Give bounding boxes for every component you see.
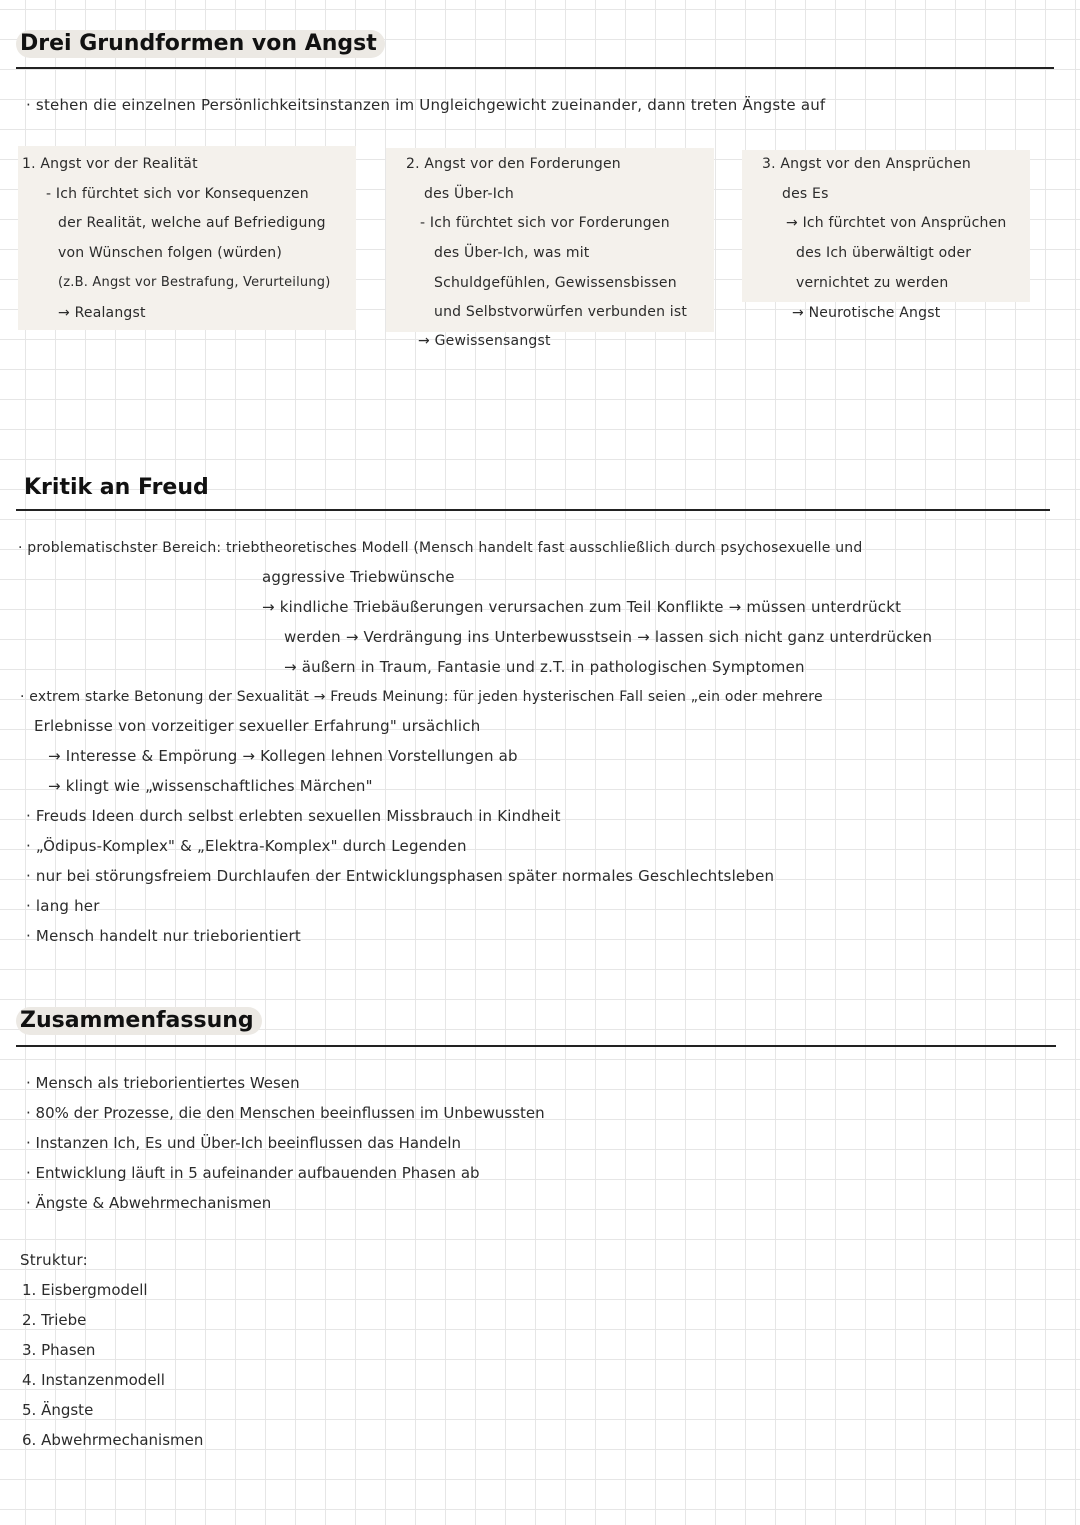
section-divider [16, 509, 1050, 511]
section-title-angst: Drei Grundformen von Angst [16, 30, 385, 58]
card3-line: 3. Angst vor den Ansprüchen [762, 156, 971, 172]
kritik-line: → Interesse & Empörung → Kollegen lehnen Vorstellungen ab [48, 747, 518, 765]
card3-line: → Ich fürchtet von Ansprüchen [786, 215, 1007, 231]
card1-line: von Wünschen folgen (würden) [58, 245, 283, 261]
section-title-zusammenfassung: Zusammenfassung [16, 1007, 262, 1035]
structure-item: 4. Instanzenmodell [22, 1371, 165, 1389]
summary-item: · Mensch als trieborientiertes Wesen [26, 1074, 300, 1092]
kritik-line: → äußern in Traum, Fantasie und z.T. in pathologischen Symptomen [284, 658, 805, 676]
card1-line: 1. Angst vor der Realität [22, 156, 198, 172]
card2-line: → Gewissensangst [418, 333, 551, 349]
section-divider [16, 67, 1054, 69]
card3-line: des Ich überwältigt oder [796, 245, 972, 261]
structure-item: 5. Ängste [22, 1401, 94, 1419]
summary-item: · 80% der Prozesse, die den Menschen beeinflussen im Unbewussten [26, 1104, 545, 1122]
intro-text: · stehen die einzelnen Persönlichkeitsinstanzen im Ungleichgewicht zueinander, dann treten Ängste auf [26, 96, 826, 114]
card3-line: des Es [782, 186, 829, 202]
summary-item: · Ängste & Abwehrmechanismen [26, 1194, 272, 1212]
kritik-line: werden → Verdrängung ins Unterbewusstsein → lassen sich nicht ganz unterdrücken [284, 628, 933, 646]
card1-line: der Realität, welche auf Befriedigung [58, 215, 326, 231]
kritik-line: · Mensch handelt nur trieborientiert [26, 927, 302, 945]
structure-item: 1. Eisbergmodell [22, 1281, 148, 1299]
card3-line: → Neurotische Angst [792, 305, 941, 321]
card1-line: - Ich fürchtet sich vor Konsequenzen [46, 186, 309, 202]
structure-item: 3. Phasen [22, 1341, 96, 1359]
structure-item: 6. Abwehrmechanismen [22, 1431, 204, 1449]
kritik-line: · extrem starke Betonung der Sexualität → Freuds Meinung: für jeden hysterischen Fall seien „ein oder mehrere [20, 689, 823, 705]
card2-line: des Über-Ich [424, 186, 515, 202]
summary-item: · Instanzen Ich, Es und Über-Ich beeinflussen das Handeln [26, 1134, 462, 1152]
kritik-line: · lang her [26, 897, 100, 915]
card2-line: und Selbstvorwürfen verbunden ist [434, 304, 688, 320]
kritik-line: · Freuds Ideen durch selbst erlebten sexuellen Missbrauch in Kindheit [26, 807, 561, 825]
section-title-kritik: Kritik an Freud [24, 475, 209, 500]
structure-item: 2. Triebe [22, 1311, 87, 1329]
kritik-line: · problematischster Bereich: triebtheoretisches Modell (Mensch handelt fast ausschließlich durch psychosexuelle und [18, 540, 863, 556]
kritik-line: aggressive Triebwünsche [262, 568, 455, 586]
section-divider [16, 1045, 1056, 1047]
kritik-line: → klingt wie „wissenschaftliches Märchen" [48, 777, 373, 795]
structure-list [22, 1275, 203, 1455]
card2-line: Schuldgefühlen, Gewissensbissen [434, 275, 677, 291]
kritik-line: Erlebnisse von vorzeitiger sexueller Erfahrung" ursächlich [34, 717, 481, 735]
card2-line: - Ich fürchtet sich vor Forderungen [420, 215, 670, 231]
summary-list [26, 1068, 545, 1218]
kritik-line: · „Ödipus-Komplex" & „Elektra-Komplex" durch Legenden [26, 837, 467, 855]
card2-line: des Über-Ich, was mit [434, 245, 590, 261]
card1-line: (z.B. Angst vor Bestrafung, Verurteilung) [58, 275, 331, 290]
card3-line: vernichtet zu werden [796, 275, 949, 291]
card2-line: 2. Angst vor den Forderungen [406, 156, 621, 172]
summary-item: · Entwicklung läuft in 5 aufeinander aufbauenden Phasen ab [26, 1164, 480, 1182]
card1-line: → Realangst [58, 305, 146, 321]
structure-label: Struktur: [20, 1251, 88, 1269]
kritik-line: → kindliche Triebäußerungen verursachen zum Teil Konflikte → müssen unterdrückt [262, 598, 902, 616]
kritik-line: · nur bei störungsfreiem Durchlaufen der Entwicklungsphasen später normales Geschlechtsleben [26, 867, 775, 885]
